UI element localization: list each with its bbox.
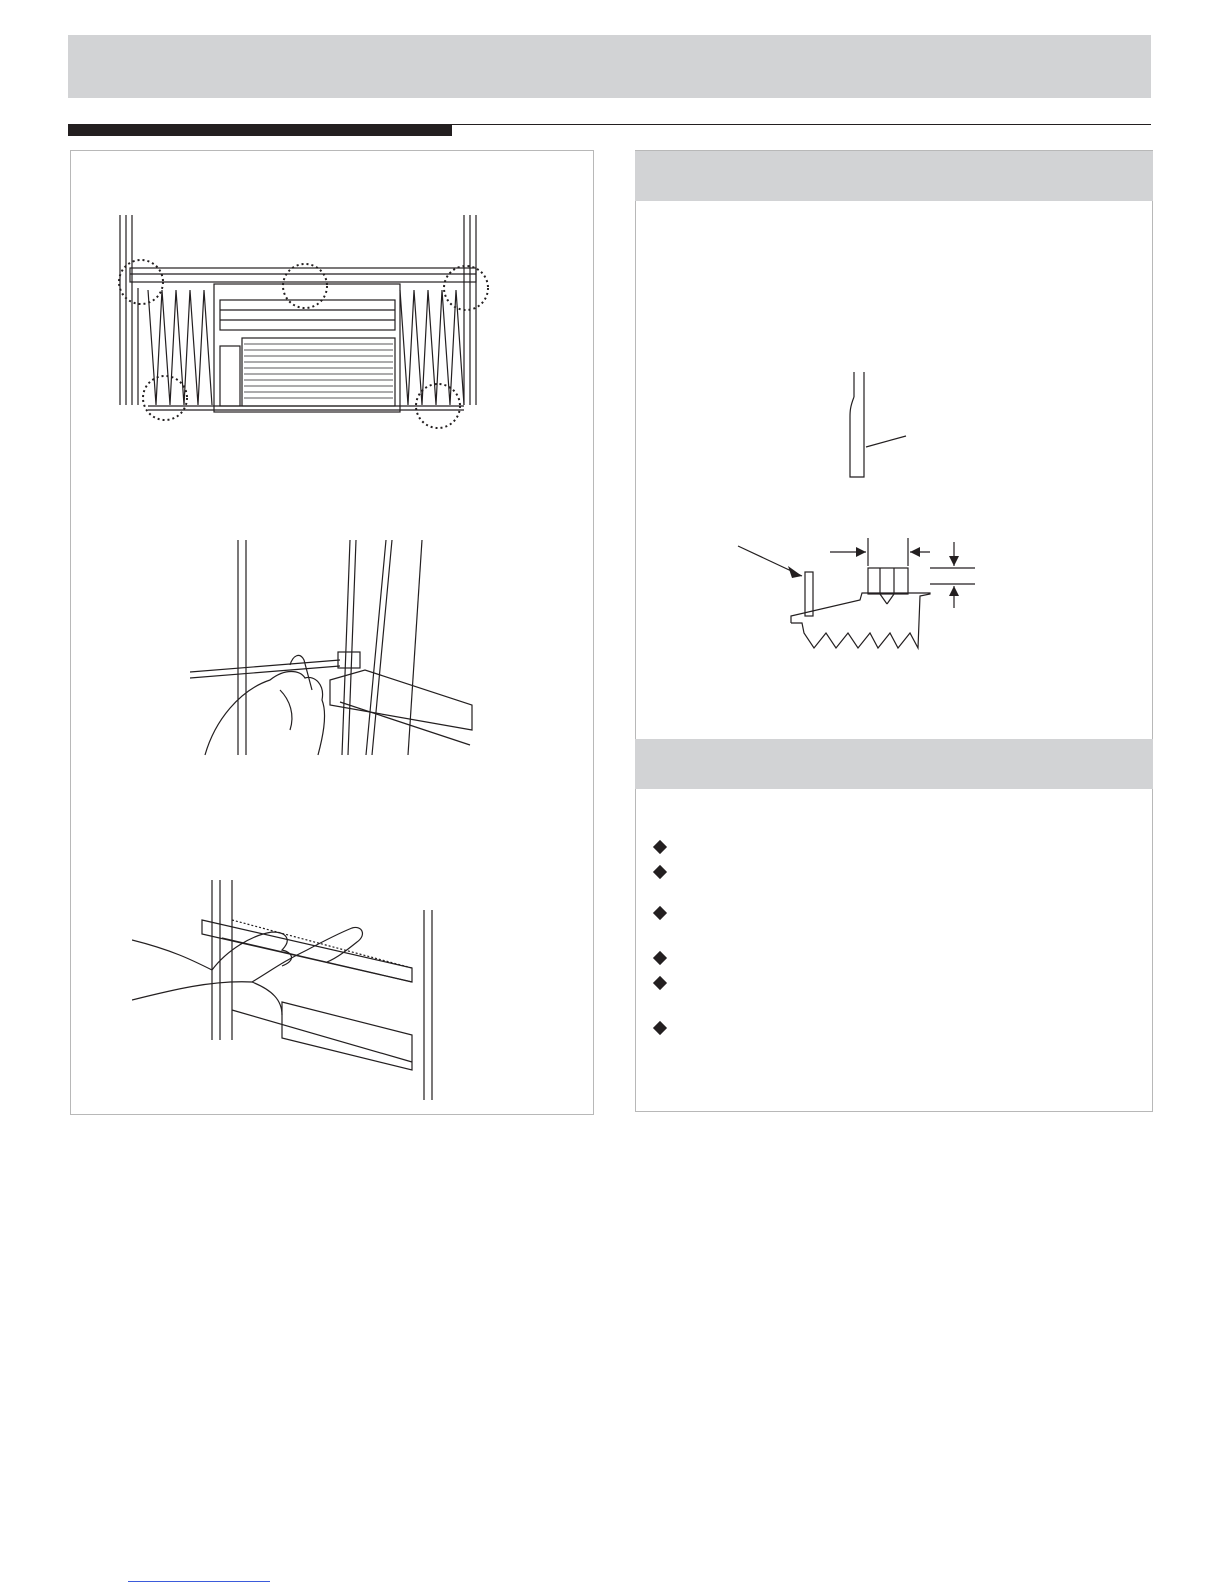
window-air-conditioner-installed-icon bbox=[108, 210, 498, 435]
sill-cross-section-diagram-icon bbox=[730, 538, 990, 663]
header-rule-thin bbox=[452, 124, 1151, 125]
screwdriver-fastening-bracket-icon bbox=[190, 540, 490, 760]
header-band bbox=[68, 35, 1151, 98]
section-header-band bbox=[635, 151, 1153, 201]
hands-pressing-seal-strip-icon bbox=[132, 870, 452, 1100]
footer-link-underline[interactable] bbox=[128, 1581, 270, 1582]
header-rule-thick bbox=[68, 124, 452, 136]
section-header-band bbox=[635, 739, 1153, 789]
screwdriver-tip-icon bbox=[838, 372, 918, 484]
